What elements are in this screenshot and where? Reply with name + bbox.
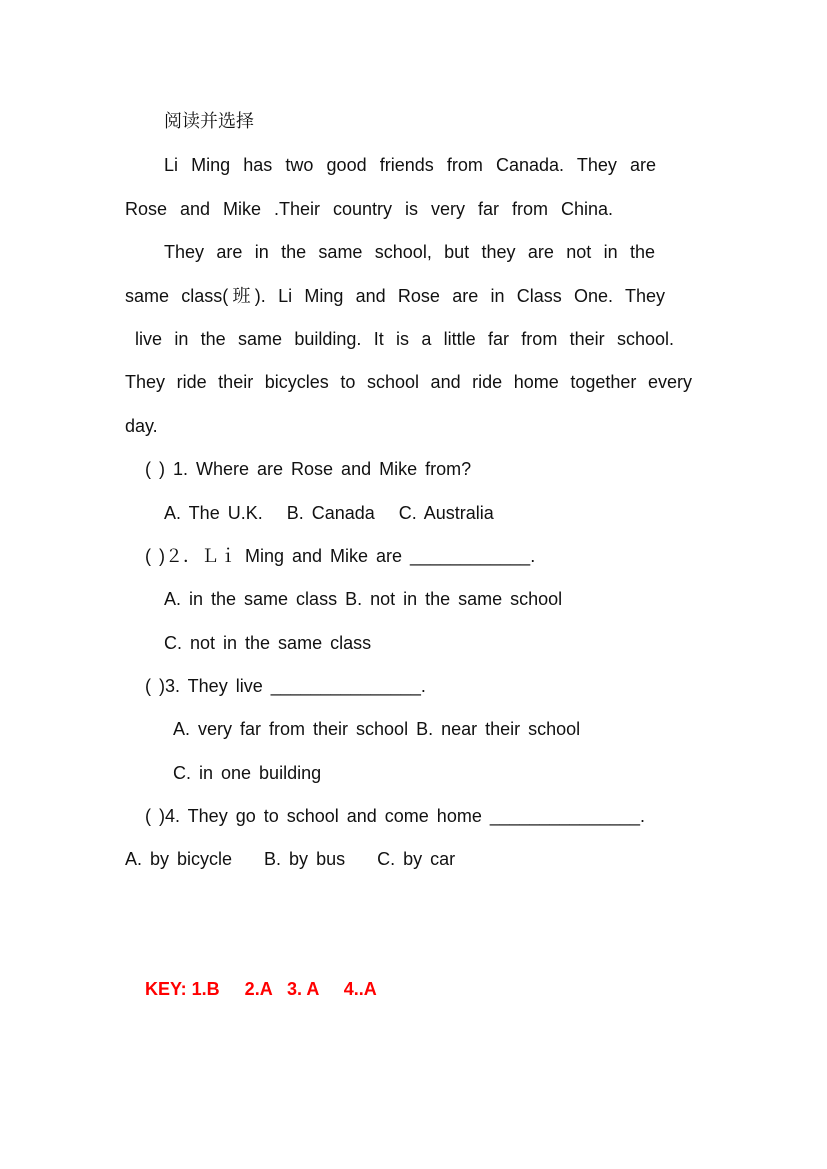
answer-key: KEY: 1.B 2.A 3. A 4..A: [145, 979, 377, 999]
question-3-stem: ( )3. They live _______________.: [145, 676, 426, 696]
question-1-options: A. The U.K. B. Canada C. Australia: [164, 503, 494, 523]
question-2-options-line-2: C. not in the same class: [164, 633, 372, 653]
question-2-options-line-1: A. in the same class B. not in the same school: [164, 589, 563, 609]
passage-line-4: same class(班). Li Ming and Rose are in Class One. They: [125, 286, 665, 306]
passage-line-7: day.: [125, 416, 158, 436]
passage-line-5: live in the same building. It is a little far from their school.: [135, 329, 674, 349]
question-4-stem: ( )4. They go to school and come home _______________.: [145, 806, 646, 826]
question-2-stem: ( )２．Ｌｉ Ming and Mike are ____________.: [145, 546, 536, 566]
question-3-options-line-1: A. very far from their school B. near their school: [173, 719, 581, 739]
question-4-options: A. by bicycle B. by bus C. by car: [125, 849, 456, 869]
question-1-stem: ( ) 1. Where are Rose and Mike from?: [145, 459, 472, 479]
passage-line-3: They are in the same school, but they are not in the: [164, 242, 655, 262]
passage-line-1: Li Ming has two good friends from Canada. They are: [164, 155, 656, 175]
passage-line-2: Rose and Mike .Their country is very far from China.: [125, 199, 613, 219]
question-3-options-line-2: C. in one building: [173, 763, 322, 783]
section-heading: 阅读并选择: [164, 111, 254, 132]
passage-line-6: They ride their bicycles to school and ride home together every: [125, 372, 692, 392]
